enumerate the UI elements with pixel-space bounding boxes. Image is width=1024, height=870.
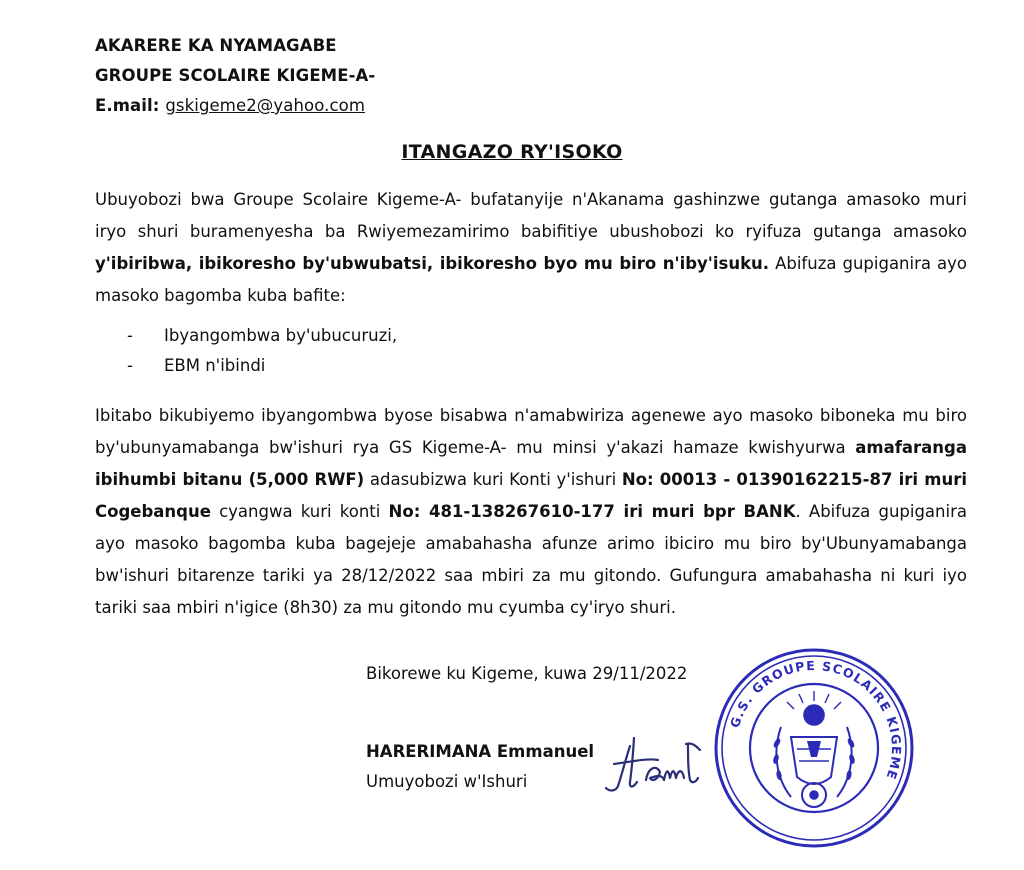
details-text: cyangwa kuri konti xyxy=(210,502,389,521)
fee-amount: amafaranga ibihumbi bitanu (5,000 RWF) xyxy=(95,438,967,489)
requirement-item: - EBM n'ibindi xyxy=(127,356,266,375)
email-link[interactable]: gskigeme2@yahoo.com xyxy=(165,96,366,115)
details-text: . Abifuza gupiganira ayo masoko bagomba kuba bagejeje amabahasha afunze arimo ibiciro mu biro by'Ubunyamabanga bw'ishuri bitarenze tariki ya 28/12/2022 saa mbiri za mu gitondo. Gufungura amabahasha ni kuri iyo tariki saa mbiri n'igice (8h30) za mu gitondo mu cyumba cy'iryo shuri. xyxy=(95,502,967,617)
intro-text-end: Abifuza gupiganira ayo masoko bagomba kuba bafite: xyxy=(95,254,967,305)
emblem-icon xyxy=(772,691,855,807)
signer-name: HARERIMANA Emmanuel xyxy=(366,742,595,761)
intro-bold-items: y'ibiribwa, ibikoresho by'ubwubatsi, ibikoresho byo mu biro n'iby'isuku. xyxy=(95,254,770,273)
email-label: E.mail: xyxy=(95,96,160,115)
school-name: GROUPE SCOLAIRE KIGEME-A- xyxy=(95,66,376,85)
handwritten-signature xyxy=(600,728,720,798)
requirement-text: EBM n'ibindi xyxy=(164,356,266,375)
requirement-text: Ibyangombwa by'ubucuruzi, xyxy=(164,326,398,345)
school-stamp xyxy=(711,645,917,851)
requirement-item: - Ibyangombwa by'ubucuruzi, xyxy=(127,326,398,345)
details-paragraph xyxy=(95,400,967,624)
district-name: AKARERE KA NYAMAGABE xyxy=(95,36,337,55)
document-title: ITANGAZO RY'ISOKO xyxy=(401,141,623,163)
place-date: Bikorewe ku Kigeme, kuwa 29/11/2022 xyxy=(366,664,688,683)
intro-paragraph xyxy=(95,184,967,312)
account-cogebanque: No: 00013 - 01390162215-87 iri muri Cogebanque xyxy=(95,470,967,521)
details-text: adasubizwa kuri Konti y'ishuri xyxy=(364,470,622,489)
email-line xyxy=(95,96,365,115)
intro-text-start: Ubuyobozi bwa Groupe Scolaire Kigeme-A- bufatanyije n'Akanama gashinzwe gutanga amasoko muri iryo shuri buramenyesha ba Rwiyemezamirimo babifitiye ubushobozi ko ryifuza gutanga amasoko xyxy=(95,190,967,241)
stamp-ring-text: G.S. GROUPE SCOLAIRE KIGEME xyxy=(726,657,905,783)
signer-title: Umuyobozi w'Ishuri xyxy=(366,772,528,791)
details-text: Ibitabo bikubiyemo ibyangombwa byose bisabwa n'amabwiriza agenewe ayo masoko biboneka mu biro by'ubunyamabanga bw'ishuri rya GS Kigeme-A- mu minsi y'akazi hamaze kwishyurwa xyxy=(95,406,967,457)
account-bpr: No: 481-138267610-177 iri muri bpr BANK xyxy=(388,502,796,521)
